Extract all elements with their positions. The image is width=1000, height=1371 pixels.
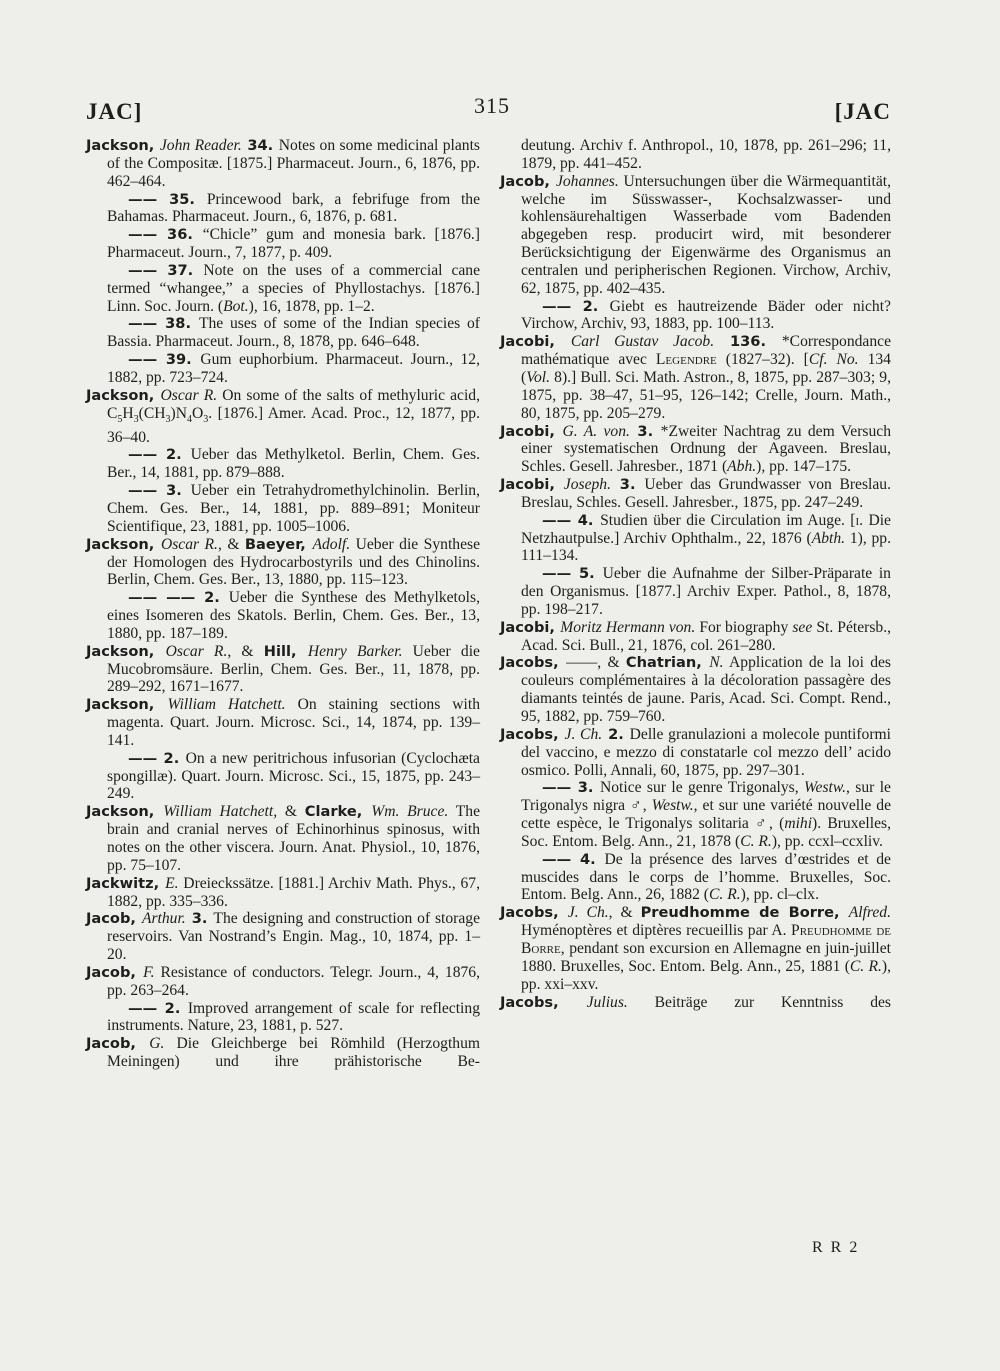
- entry-heading: Jackwitz,: [86, 874, 166, 892]
- entry-text: (CH: [138, 404, 166, 422]
- bibliography-entry: [86, 315, 480, 351]
- entry-heading: 34.: [241, 137, 279, 154]
- entry-text: . [1876.] Amer. Acad. Proc., 12, 1877, pp. 36–40.: [107, 404, 480, 446]
- entry-heading: —— 4.: [542, 850, 605, 868]
- entry-text: , et sur une variété nouvelle de cette espèce, le Trigonalys solitaria ♂, (: [521, 797, 892, 833]
- entry-text: F.: [143, 963, 155, 981]
- bibliography-entry: [500, 904, 891, 993]
- entry-heading: Jackson,: [86, 137, 160, 154]
- entry-heading: Jacobs,: [500, 725, 565, 743]
- entry-text: Wm. Bruce.: [371, 803, 449, 821]
- entry-heading: —— 3.: [542, 779, 600, 797]
- bibliography-entry: [86, 351, 480, 387]
- entry-heading: —— 2.: [128, 446, 191, 464]
- entry-text: J. Ch.: [564, 725, 603, 743]
- entry-text: Beiträge zur Kenntniss des: [627, 993, 891, 1011]
- entry-text: Ueber die Synthese der Homologen des Hydrocarbostyrils und des Chinolins. Berlin, Chem. Ges. Ber., 13, 1880, pp. 115–123.: [107, 535, 480, 589]
- bibliography-entry: [86, 1000, 480, 1036]
- bibliography-entry: [500, 333, 891, 422]
- entry-text: ), pp. 147–175.: [756, 458, 852, 476]
- entry-heading: 136.: [714, 333, 782, 351]
- left-column: [86, 137, 480, 1071]
- entry-heading: Jacob,: [86, 963, 144, 981]
- entry-text: Bot.: [223, 297, 249, 315]
- entry-text: Henry Barker.: [307, 642, 403, 660]
- entry-heading: 3.: [629, 422, 661, 440]
- right-column: [500, 137, 891, 1011]
- bibliography-entry: [86, 137, 480, 191]
- entry-heading: —— 36.: [128, 226, 203, 244]
- entry-text: 1), pp. 111–134.: [521, 529, 891, 565]
- entry-heading: —— 4.: [542, 511, 601, 529]
- entry-text: Oscar R.: [165, 642, 228, 660]
- entry-heading: Jacobi,: [500, 618, 561, 636]
- entry-heading: —— 35.: [128, 190, 207, 208]
- entry-text: Legendre: [655, 351, 717, 369]
- entry-text: Application de la loi des couleurs complémentaires à la décoloration passagère des diamants teintés de jaune. Paris, Acad. Sci. Compt. Rend., 95, 1882, pp. 759–760.: [521, 654, 891, 725]
- bibliography-entry: [86, 262, 480, 316]
- entry-text: C. R.: [740, 832, 772, 850]
- entry-text: , &: [217, 535, 245, 553]
- entry-text: Abh.: [727, 458, 757, 476]
- bibliography-entry: [500, 476, 891, 512]
- entry-heading: —— 38.: [128, 315, 199, 333]
- entry-heading: Jacobs,: [500, 904, 568, 922]
- entry-heading: —— 2.: [542, 297, 610, 315]
- entry-text: i.: [855, 511, 864, 529]
- entry-text: 3: [133, 413, 139, 425]
- entry-text: Oscar R.: [160, 386, 218, 404]
- entry-text: Improved arrangement of scale for reflecting instruments. Nature, 23, 1881, p. 527.: [107, 999, 480, 1035]
- entry-text: &: [277, 803, 305, 821]
- entry-text: (1827–32). [: [716, 351, 809, 369]
- entry-heading: Clarke,: [304, 803, 372, 821]
- entry-heading: —— 2.: [128, 749, 186, 767]
- entry-text: Arthur.: [141, 910, 186, 928]
- entry-text: mihi: [784, 815, 813, 833]
- bibliography-entry: [500, 994, 891, 1012]
- entry-text: Ueber die Mucobromsäure. Berlin, Chem. Ges. Ber., 11, 1878, pp. 289–292, 1671–1677.: [107, 642, 480, 696]
- entry-text: , sur le Trigonalys nigra ♂,: [521, 779, 891, 815]
- bibliography-entry: [86, 964, 480, 1000]
- entry-heading: 3.: [610, 476, 645, 494]
- entry-text: Moritz Hermann von.: [560, 618, 696, 636]
- entry-text: G.: [149, 1035, 165, 1053]
- entry-heading: 3.: [185, 910, 214, 928]
- bibliography-entry: [86, 482, 480, 536]
- header-left: JAC]: [86, 99, 143, 124]
- entry-text: 5: [117, 413, 123, 425]
- bibliography-entry: [500, 565, 891, 619]
- entry-heading: —— 2.: [128, 999, 188, 1017]
- bibliography-entry: [86, 1035, 480, 1071]
- entry-heading: Jacob,: [86, 910, 142, 928]
- entry-text: Delle granulazioni a molecole puntiformi del vaccino, e mezzo di constatarle col mezzo dell’ acido osmico. Polli, Annali, 60, 1875, pp. 297–301.: [521, 725, 891, 779]
- entry-text: G. A. von.: [562, 422, 630, 440]
- entry-text: Westw.: [804, 779, 847, 797]
- bibliography-entry: [500, 619, 891, 655]
- entry-heading: Jackson,: [86, 696, 168, 714]
- bibliography-entry: [86, 875, 480, 911]
- entry-text: 3: [203, 413, 209, 425]
- entry-text: Ueber das Grundwasser von Breslau. Breslau, Schles. Gesell. Jahresber., 1875, pp. 247–249.: [521, 476, 891, 511]
- entry-heading: Preudhomme de Borre,: [640, 904, 849, 922]
- entry-heading: Jacobi,: [500, 476, 564, 494]
- entry-text: Vol.: [526, 368, 551, 386]
- entry-text: 3: [165, 413, 171, 425]
- signature-mark: R R 2: [812, 1239, 860, 1256]
- bibliography-entry: [86, 589, 480, 643]
- entry-text: Oscar R.: [160, 535, 218, 553]
- entry-text: For biography: [695, 618, 793, 636]
- entry-text: deutung. Archiv f. Anthropol., 10, 1878, pp. 261–296; 11, 1879, pp. 441–452.: [521, 137, 891, 172]
- entry-text: Notes on some medicinal plants of the Compositæ. [1875.] Pharmaceut. Journ., 6, 1876, pp. 462–464.: [107, 137, 480, 190]
- bibliography-entry: [86, 696, 480, 750]
- bibliography-entry: [86, 803, 480, 874]
- bibliography-entry: [500, 851, 891, 905]
- entry-text: Preudhomme de Borre: [521, 922, 891, 957]
- entry-text: ), pp. cl–clx.: [740, 886, 820, 904]
- entry-heading: Jackson,: [86, 386, 161, 404]
- entry-text: Julius.: [586, 993, 628, 1011]
- entry-heading: Jacob,: [500, 172, 556, 190]
- bibliography-entry: [86, 910, 480, 964]
- entry-text: *Zweiter Nachtrag zu dem Versuch einer systematischen Ordnung der Agaveen. Breslau, Schles. Gesell. Jahresber., 1871 (: [521, 422, 891, 476]
- entry-text: Studien über die Circulation im Auge. [: [600, 511, 856, 529]
- entry-text: Giebt es hautreizende Bäder oder nicht? Virchow, Archiv, 93, 1883, pp. 100–113.: [521, 297, 891, 333]
- entry-text: ), 16, 1878, pp. 1–2.: [248, 297, 375, 315]
- entry-text: Carl Gustav Jacob.: [570, 333, 715, 351]
- entry-text: The designing and construction of storage reservoirs. Van Nostrand’s Engin. Mag., 10, 1874, pp. 1–20.: [107, 910, 480, 964]
- page-number: 315: [474, 93, 510, 118]
- bibliography-entry: [500, 512, 891, 566]
- entry-text: ), pp. xxi–xxv.: [521, 957, 892, 993]
- entry-text: C. R.: [709, 886, 741, 904]
- entry-text: Dreieckssätze. [1881.] Archiv Math. Phys., 67, 1882, pp. 335–336.: [107, 874, 480, 910]
- bibliography-entry: [86, 226, 480, 262]
- entry-text: Ueber die Aufnahme der Silber-Präparate in den Organismus. [1877.] Archiv Exper. Pathol., 8, 1878, pp. 198–217.: [521, 565, 891, 618]
- bibliography-entry: [500, 423, 891, 477]
- bibliography-entry: [86, 643, 480, 697]
- entry-text: Hyménoptères et diptères recueillis par A.: [521, 922, 792, 940]
- entry-heading: —— 3.: [128, 482, 191, 500]
- entry-text: Ueber das Methylketol. Berlin, Chem. Ges. Ber., 14, 1881, pp. 879–888.: [107, 446, 480, 482]
- entry-text: J. Ch.: [567, 904, 609, 922]
- entry-heading: —— 39.: [128, 351, 201, 369]
- entry-heading: Jacob,: [86, 1035, 150, 1053]
- entry-text: 4: [187, 413, 192, 425]
- entry-text: “Chicle” gum and monesia bark. [1876.] Pharmaceut. Journ., 7, 1877, p. 409.: [107, 226, 480, 262]
- entry-text: Ueber die Synthese des Methylketols, eines Isomeren des Skatols. Berlin, Chem. Ges. Ber., 13, 1880, pp. 187–189.: [107, 589, 480, 642]
- bibliography-entry: [500, 654, 891, 725]
- bibliography-entry: [500, 726, 891, 780]
- entry-text: ), pp. ccxl–ccxliv.: [771, 832, 883, 850]
- entry-heading: Jacobi,: [500, 422, 563, 440]
- entry-text: Die Netzhautpulse.] Archiv Ophthalm., 22, 1876 (: [521, 511, 891, 547]
- entry-text: William Hatchett.: [167, 696, 286, 714]
- bibliography-entry: [500, 779, 891, 850]
- entry-heading: —— 37.: [128, 261, 204, 279]
- entry-text: Notice sur le genre Trigonalys,: [600, 779, 804, 797]
- entry-heading: Jacobs,: [500, 993, 587, 1011]
- entry-text: ——, &: [566, 654, 626, 672]
- bibliography-entry: [86, 387, 480, 447]
- header-right: [JAC: [834, 99, 891, 124]
- entry-heading: Baeyer,: [244, 535, 313, 553]
- entry-text: Resistance of conductors. Telegr. Journ., 4, 1876, pp. 263–264.: [107, 963, 481, 999]
- entry-text: N.: [709, 654, 724, 672]
- entry-heading: Jackson,: [86, 642, 166, 660]
- entry-text: 8).] Bull. Sci. Math. Astron., 8, 1875, pp. 287–303; 9, 1875, pp. 38–47, 51–95, 126–142; Crelle, Journ. Math., 80, 1875, pp. 205–279.: [521, 368, 891, 422]
- entry-text: Ueber ein Tetrahydromethylchinolin. Berlin, Chem. Ges. Ber., 14, 1881, pp. 889–891; Moniteur Scientifique, 23, 1881, pp. 1005–1006.: [107, 482, 480, 535]
- entry-text: H: [122, 404, 134, 422]
- entry-text: Abth.: [811, 529, 846, 547]
- entry-heading: Chatrian,: [625, 654, 710, 672]
- entry-text: , &: [608, 904, 641, 922]
- entry-text: see: [792, 618, 813, 636]
- entry-text: O: [192, 404, 204, 422]
- entry-text: Alfred.: [848, 904, 891, 922]
- bibliography-entry: [86, 536, 480, 590]
- entry-text: The uses of some of the Indian species of Bassia. Pharmaceut. Journ., 8, 1878, pp. 646–648.: [107, 315, 481, 351]
- entry-heading: Hill,: [263, 642, 308, 660]
- entry-text: Adolf.: [312, 535, 351, 553]
- entry-heading: —— —— 2.: [128, 589, 229, 607]
- entry-text: Joseph.: [563, 476, 611, 494]
- entry-heading: Jacobi,: [500, 333, 571, 351]
- entry-text: 134 (: [521, 351, 891, 386]
- running-header: [86, 93, 891, 129]
- entry-text: William Hatchett,: [163, 803, 278, 821]
- entry-text: Gum euphorbium. Pharmaceut. Journ., 12, 1882, pp. 723–724.: [107, 351, 481, 386]
- bibliography-entry: [86, 446, 480, 482]
- bibliography-entry: [86, 191, 480, 227]
- bibliography-entry: [500, 137, 891, 173]
- entry-heading: Jackson,: [86, 535, 161, 553]
- entry-text: Die Gleichberge bei Römhild (Herzogthum Meiningen) und ihre prähistorische Be-: [107, 1035, 480, 1071]
- entry-heading: Jackson,: [86, 803, 164, 821]
- entry-text: E.: [165, 874, 179, 892]
- entry-text: The brain and cranial nerves of Echinorhinus spinosus, with notes on the other viscera. Journ. Anat. Physiol., 10, 1876, pp. 75–107.: [107, 803, 480, 874]
- bibliography-entry: [500, 173, 891, 298]
- bibliography-entry: [500, 298, 891, 334]
- entry-text: St. Pétersb., Acad. Sci. Bull., 21, 1876, col. 261–280.: [521, 618, 892, 654]
- entry-text: C. R.: [849, 957, 882, 975]
- entry-text: John Reader.: [159, 137, 242, 154]
- entry-text: Cf. No.: [808, 351, 859, 369]
- entry-text: Westw.: [651, 797, 694, 815]
- entry-text: Note on the uses of a commercial cane termed “whangee,” a species of Phyllostachys. [1876.] Linn. Soc. Journ. (: [107, 261, 480, 315]
- entry-heading: —— 5.: [542, 565, 603, 583]
- entry-text: *Correspondance mathématique avec: [521, 333, 891, 369]
- bibliography-entry: [86, 750, 480, 804]
- entry-text: ). Bruxelles, Soc. Entom. Belg. Ann., 21, 1878 (: [521, 815, 891, 850]
- entry-heading: 2.: [602, 725, 630, 743]
- entry-text: Untersuchungen über die Wärmequantität, welche im Süsswasser-, Kochsalzwasser- und kohlensäurehaltigen Wasserbade vom Badenden abgegeben resp. producirt wird, mit besonderer Berücksichtigung der Eigenwärme des Organismus an centralen und peripherischen Regionen. Virchow, Archiv, 62, 1875, pp. 402–435.: [521, 172, 891, 297]
- entry-heading: Jacobs,: [500, 654, 567, 672]
- entry-text: De la présence des larves d’œstrides et de muscides dans le corps de l’homme. Bruxelles, Soc. Entom. Belg. Ann., 26, 1882 (: [521, 850, 891, 904]
- entry-text: On some of the salts of methyluric acid, C: [107, 386, 480, 422]
- entry-text: Johannes.: [555, 172, 619, 190]
- entry-text: On a new peritrichous infusorian (Cyclochæta spongillæ). Quart. Journ. Microsc. Sci., 15, 1875, pp. 243–249.: [107, 749, 480, 803]
- entry-text: On staining sections with magenta. Quart. Journ. Microsc. Sci., 14, 1874, pp. 139–141.: [107, 696, 480, 749]
- entry-text: Princewood bark, a febrifuge from the Bahamas. Pharmaceut. Journ., 6, 1876, p. 681.: [107, 190, 481, 226]
- entry-text: , pendant son excursion en Allemagne en juin-juillet 1880. Bruxelles, Soc. Entom. Belg. Ann., 25, 1881 (: [521, 939, 891, 975]
- entry-text: )N: [170, 404, 187, 422]
- entry-text: , &: [227, 642, 264, 660]
